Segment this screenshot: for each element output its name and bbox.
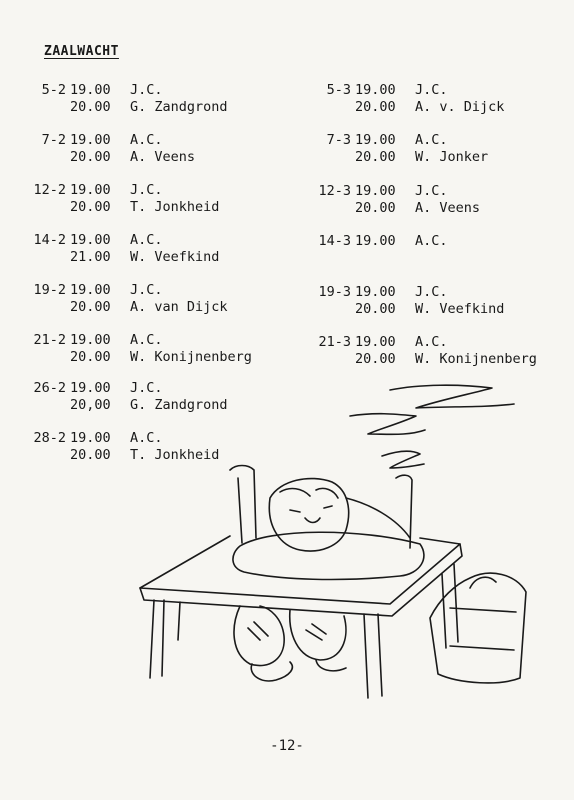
duty-person: T. Jonkheid (130, 447, 220, 463)
duty-person: A.C. (415, 233, 448, 249)
section-heading: ZAALWACHT (44, 44, 119, 59)
duty-person: A. v. Dijck (415, 99, 505, 115)
duty-person: A.C. (130, 132, 163, 148)
duty-date: 7-3 (326, 132, 351, 148)
duty-date: 21-3 (318, 334, 351, 350)
duty-date: 21-2 (33, 332, 66, 348)
duty-date: 5-3 (326, 82, 351, 98)
duty-date: 5-2 (41, 82, 66, 98)
duty-time: 19.00 (355, 132, 396, 148)
duty-time: 20.00 (70, 199, 111, 215)
duty-person: W. Veefkind (415, 301, 505, 317)
duty-time: 20.00 (355, 149, 396, 165)
duty-person: A.C. (130, 232, 163, 248)
duty-person: J.C. (415, 284, 448, 300)
duty-time: 20.00 (355, 351, 396, 367)
duty-date: 14-2 (33, 232, 66, 248)
duty-date: 28-2 (33, 430, 66, 446)
duty-time: 19.00 (70, 430, 111, 446)
duty-person: W. Veefkind (130, 249, 220, 265)
duty-time: 20.00 (70, 99, 111, 115)
duty-date: 7-2 (41, 132, 66, 148)
duty-time: 20.00 (70, 299, 111, 315)
duty-person: A. van Dijck (130, 299, 228, 315)
duty-time: 20.00 (355, 99, 396, 115)
duty-person: G. Zandgrond (130, 99, 228, 115)
duty-person: A.C. (415, 334, 448, 350)
duty-time: 19.00 (70, 182, 111, 198)
duty-time: 19.00 (70, 332, 111, 348)
duty-date: 12-3 (318, 183, 351, 199)
duty-time: 20.00 (70, 149, 111, 165)
duty-time: 20.00 (70, 349, 111, 365)
duty-person: J.C. (415, 183, 448, 199)
duty-person: A.C. (415, 132, 448, 148)
duty-time: 20,00 (70, 397, 111, 413)
duty-time: 19.00 (70, 82, 111, 98)
duty-date: 14-3 (318, 233, 351, 249)
sleeping-guard-sketch (120, 378, 540, 718)
duty-time: 19.00 (355, 284, 396, 300)
duty-person: J.C. (415, 82, 448, 98)
duty-person: J.C. (130, 82, 163, 98)
duty-person: A.C. (130, 332, 163, 348)
duty-date: 12-2 (33, 182, 66, 198)
duty-time: 19.00 (355, 82, 396, 98)
duty-person: W. Konijnenberg (415, 351, 537, 367)
duty-time: 19.00 (70, 132, 111, 148)
duty-person: W. Jonker (415, 149, 489, 165)
duty-person: A.C. (130, 430, 163, 446)
duty-person: W. Konijnenberg (130, 349, 252, 365)
duty-person: A. Veens (130, 149, 196, 165)
duty-person: T. Jonkheid (130, 199, 220, 215)
duty-date: 19-2 (33, 282, 66, 298)
duty-time: 20.00 (355, 200, 396, 216)
duty-person: J.C. (130, 282, 163, 298)
duty-person: A. Veens (415, 200, 481, 216)
duty-date: 19-3 (318, 284, 351, 300)
duty-person: J.C. (130, 182, 163, 198)
duty-time: 19.00 (355, 233, 396, 249)
page-number: -12- (270, 738, 304, 754)
duty-time: 20.00 (355, 301, 396, 317)
duty-person: J.C. (130, 380, 163, 396)
duty-time: 19.00 (355, 334, 396, 350)
duty-time: 20.00 (70, 447, 111, 463)
duty-time: 19.00 (70, 232, 111, 248)
duty-time: 19.00 (70, 282, 111, 298)
duty-date: 26-2 (33, 380, 66, 396)
duty-time: 19.00 (355, 183, 396, 199)
duty-person: G. Zandgrond (130, 397, 228, 413)
duty-time: 19.00 (70, 380, 111, 396)
duty-time: 21.00 (70, 249, 111, 265)
